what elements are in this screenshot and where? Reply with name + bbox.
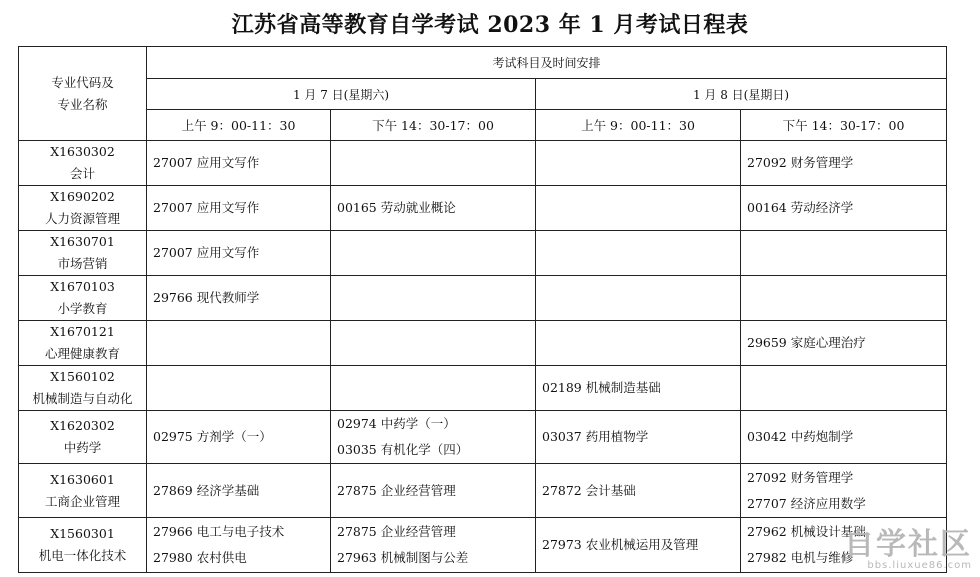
- exam-subject: 27007 应用文写作: [153, 200, 260, 215]
- exam-cell: [536, 141, 741, 186]
- exam-cell: [147, 366, 331, 411]
- schedule-header: 考试科目及时间安排: [147, 47, 947, 79]
- exam-subject: 27092 财务管理学: [747, 155, 854, 170]
- exam-subject: 27875 企业经营管理: [337, 524, 456, 539]
- exam-cell: [147, 141, 331, 186]
- major-cell: [19, 411, 147, 464]
- exam-cell: [147, 186, 331, 231]
- exam-cell: [331, 411, 536, 464]
- major-code: X1690202: [50, 189, 115, 204]
- exam-cell: [147, 411, 331, 464]
- exam-cell: [147, 231, 331, 276]
- slot-header: 上午 9：00-11：30: [147, 110, 331, 141]
- slot-header: 上午 9：00-11：30: [536, 110, 741, 141]
- exam-subject: 03042 中药炮制学: [747, 429, 854, 444]
- major-code: X1560102: [50, 369, 115, 384]
- major-cell: [19, 518, 147, 573]
- exam-cell: [741, 276, 947, 321]
- exam-subject: 03035 有机化学（四）: [337, 442, 469, 457]
- major-header-line-2: 专业名称: [57, 96, 108, 112]
- exam-subject: 27982 电机与维修: [747, 550, 854, 565]
- watermark-text: 自学社区: [844, 527, 972, 562]
- major-cell: [19, 231, 147, 276]
- exam-cell: [331, 321, 536, 366]
- major-name: 机电一体化技术: [38, 548, 127, 563]
- major-name: 会计: [69, 166, 95, 181]
- major-code: X1560301: [50, 526, 115, 541]
- exam-cell: [536, 518, 741, 573]
- major-name: 市场营销: [57, 256, 108, 271]
- exam-subject: 29659 家庭心理治疗: [747, 335, 866, 350]
- exam-cell: [147, 321, 331, 366]
- major-code: X1620302: [50, 418, 115, 433]
- major-code: X1670103: [50, 279, 115, 294]
- exam-subject: 27707 经济应用数学: [747, 495, 866, 511]
- major-header-line-1: 专业代码及: [51, 74, 114, 90]
- exam-cell: [741, 141, 947, 186]
- exam-cell: [741, 411, 947, 464]
- exam-cell: [741, 366, 947, 411]
- day-header-jan7: 1 月 7 日(星期六): [147, 79, 536, 110]
- table-row: [19, 518, 947, 573]
- exam-subject: 27007 应用文写作: [153, 245, 260, 260]
- exam-subject: 00165 劳动就业概论: [337, 200, 456, 215]
- exam-cell: [331, 366, 536, 411]
- exam-cell: [331, 276, 536, 321]
- exam-subject: 27980 农村供电: [153, 550, 247, 565]
- major-code: X1670121: [50, 324, 115, 339]
- exam-subject: 27963 机械制图与公差: [337, 550, 469, 565]
- major-name: 心理健康教育: [44, 346, 120, 361]
- exam-subject: 27869 经济学基础: [153, 482, 260, 498]
- exam-subject: 27092 财务管理学: [747, 469, 854, 485]
- table-row: [19, 231, 947, 276]
- table-row: [19, 411, 947, 464]
- exam-cell: [331, 231, 536, 276]
- exam-cell: [741, 321, 947, 366]
- exam-cell: [741, 186, 947, 231]
- exam-subject: 03037 药用植物学: [542, 429, 649, 444]
- major-name: 人力资源管理: [44, 211, 120, 226]
- table-row: [19, 464, 947, 518]
- major-name: 小学教育: [57, 301, 108, 316]
- major-cell: [19, 186, 147, 231]
- exam-cell: [331, 518, 536, 573]
- exam-subject: 00164 劳动经济学: [747, 200, 854, 215]
- exam-subject: 27875 企业经营管理: [337, 482, 456, 498]
- exam-cell: [331, 464, 536, 518]
- table-row: [19, 141, 947, 186]
- exam-subject: 27962 机械设计基础: [747, 524, 866, 539]
- major-cell: [19, 464, 147, 518]
- major-cell: [19, 321, 147, 366]
- exam-cell: [536, 321, 741, 366]
- major-name: 中药学: [63, 440, 102, 455]
- major-column-header: [19, 47, 147, 141]
- major-code: X1630302: [50, 144, 115, 159]
- major-code: X1630701: [50, 234, 115, 249]
- major-cell: [19, 276, 147, 321]
- exam-subject: 27007 应用文写作: [153, 155, 260, 170]
- table-row: [19, 186, 947, 231]
- table-row: [19, 366, 947, 411]
- exam-cell: [147, 518, 331, 573]
- exam-subject: 29766 现代教师学: [153, 290, 260, 305]
- exam-cell: [331, 186, 536, 231]
- exam-cell: [536, 411, 741, 464]
- watermark-url: bbs.liuxue86.com: [867, 560, 972, 571]
- exam-subject: 02975 方剂学（一）: [153, 429, 272, 444]
- exam-cell: [536, 231, 741, 276]
- exam-cell: [536, 186, 741, 231]
- major-cell: [19, 141, 147, 186]
- exam-subject: 02974 中药学（一）: [337, 416, 456, 431]
- schedule-table: [18, 46, 947, 573]
- exam-cell: [741, 231, 947, 276]
- exam-cell: [147, 464, 331, 518]
- exam-cell: [536, 464, 741, 518]
- table-row: [19, 321, 947, 366]
- major-name: 机械制造与自动化: [32, 391, 133, 406]
- day-header-jan8: 1 月 8 日(星期日): [536, 79, 947, 110]
- exam-subject: 27872 会计基础: [542, 482, 636, 498]
- major-name: 工商企业管理: [44, 493, 120, 509]
- exam-cell: [741, 464, 947, 518]
- major-cell: [19, 366, 147, 411]
- exam-cell: [536, 366, 741, 411]
- slot-header: 下午 14：30-17：00: [741, 110, 947, 141]
- table-row: [19, 276, 947, 321]
- exam-cell: [147, 276, 331, 321]
- exam-subject: 27973 农业机械运用及管理: [542, 537, 699, 552]
- exam-cell: [536, 276, 741, 321]
- exam-subject: 02189 机械制造基础: [542, 380, 661, 395]
- slot-header: 下午 14：30-17：00: [331, 110, 536, 141]
- page-title: 江苏省高等教育自学考试 2023 年 1 月考试日程表: [231, 12, 749, 38]
- exam-cell: [331, 141, 536, 186]
- watermark-logo: [844, 527, 972, 571]
- exam-subject: 27966 电工与电子技术: [153, 524, 285, 539]
- major-code: X1630601: [50, 471, 115, 487]
